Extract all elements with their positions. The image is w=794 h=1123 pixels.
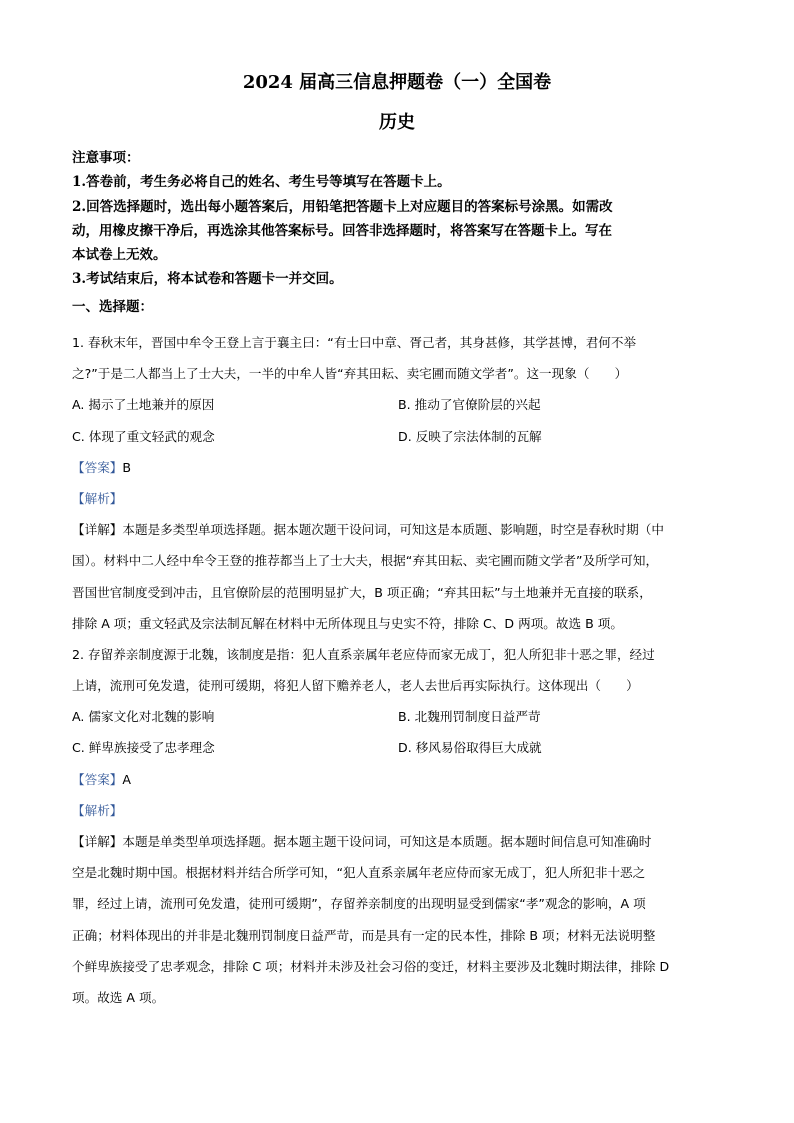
analysis-label: 【解析】	[72, 802, 123, 818]
option-c: C. 鲜卑族接受了忠孝理念	[72, 740, 215, 756]
option-b: B. 北魏刑罚制度日益严苛	[398, 709, 541, 725]
option-a: A. 揭示了土地兼并的原因	[72, 397, 215, 413]
question-stem-line: 之?”于是二人都当上了士大夫，一半的中牟人皆“弃其田耘、卖宅圃而随文学者”。这一现象（ ）	[72, 366, 628, 382]
detail-line: 排除 A 项；重文轻武及宗法制瓦解在材料中无所体现且与史实不符，排除 C、D 两项。故选 B 项。	[72, 615, 623, 631]
notices-section	[72, 146, 732, 319]
questions-body	[72, 327, 724, 1013]
detail-text: 本题是多类型单项选择题。据本题次题干设问词，可知这是本质题、影响题，时空是春秋时期（中	[122, 522, 664, 538]
options-row	[72, 389, 724, 420]
detail-line: 个鲜卑族接受了忠孝观念，排除 C 项；材料并未涉及社会习俗的变迁，材料主要涉及北魏时期法律，排除 D	[72, 958, 670, 974]
analysis-line	[72, 483, 724, 514]
question-stem-line: 1. 春秋末年，晋国中牟令王登上言于襄主曰：“有士曰中章、胥己者，其身甚修，其学甚博，君何不举	[72, 335, 637, 350]
notice-item-2-line-1: 2.回答选择题时，选出每小题答案后，用铅笔把答题卡上对应题目的答案标号涂黑。如需改	[72, 198, 613, 215]
option-c: C. 体现了重文轻武的观念	[72, 428, 215, 444]
detail-line: 晋国世官制度受到冲击，且官僚阶层的范围明显扩大，B 项正确；“弃其田耘”与土地兼并无直接的联系，	[72, 584, 652, 600]
detail-text: 本题是单类型单项选择题。据本题主题干设问词，可知这是本质题。据本题时间信息可知准确时	[122, 834, 652, 849]
answer-value: B	[122, 459, 132, 475]
detail-line: 空是北魏时期中国。根据材料并结合所学可知，“犯人直系亲属年老应侍而家无成丁，犯人所犯非十恶之	[72, 865, 646, 881]
analysis-line	[72, 795, 724, 826]
detail-label: 【详解】	[72, 522, 123, 538]
question-1	[72, 327, 724, 639]
subject-title: 历史	[379, 112, 415, 133]
option-a: A. 儒家文化对北魏的影响	[72, 709, 215, 725]
detail-line	[72, 826, 724, 857]
options-row	[72, 701, 724, 732]
detail-line: 正确；材料体现出的并非是北魏刑罚制度日益严苛，而是具有一定的民本性，排除 B 项；材料无法说明整	[72, 927, 656, 943]
notices-heading: 注意事项：	[72, 150, 140, 166]
notice-item-1: 1.答卷前，考生务必将自己的姓名、考生号等填写在答题卡上。	[72, 174, 451, 191]
answer-label: 【答案】	[72, 459, 123, 475]
detail-label: 【详解】	[72, 834, 123, 849]
question-2	[72, 639, 724, 1013]
detail-line: 国）。材料中二人经中牟令王登的推荐都当上了士大夫，根据“弃其田耘、卖宅圃而随文学者”及所学可知，	[72, 553, 659, 569]
question-stem-line: 2. 存留养亲制度源于北魏，该制度是指：犯人直系亲属年老应侍而家无成丁，犯人所犯非十恶之罪，经过	[72, 646, 655, 662]
detail-line: 项。故选 A 项。	[72, 989, 165, 1005]
option-d: D. 反映了宗法体制的瓦解	[398, 428, 542, 444]
detail-line	[72, 514, 724, 545]
notice-item-2-line-2: 动，用橡皮擦干净后，再选涂其他答案标号。回答非选择题时，将答案写在答题卡上。写在	[72, 222, 612, 239]
options-row	[72, 732, 724, 763]
option-b: B. 推动了官僚阶层的兴起	[398, 397, 541, 413]
exam-title: 2024 届高三信息押题卷（一）全国卷	[242, 72, 552, 93]
notice-item-2-line-3: 本试卷上无效。	[72, 247, 167, 264]
analysis-label: 【解析】	[72, 490, 123, 506]
options-row	[72, 421, 724, 452]
question-stem-line: 上请，流刑可免发遣，徒刑可缓期，将犯人留下赡养老人，老人去世后再实际执行。这体现出（ ）	[72, 678, 639, 694]
option-d: D. 移风易俗取得巨大成就	[398, 740, 542, 756]
answer-line	[72, 452, 724, 483]
answer-label: 【答案】	[72, 771, 123, 787]
answer-value: A	[122, 771, 131, 787]
notice-item-3: 3.考试结束后，将本试卷和答题卡一并交回。	[72, 271, 343, 288]
answer-line	[72, 764, 724, 795]
detail-line: 罪，经过上请，流刑可免发遣，徒刑可缓期”，存留养亲制度的出现明显受到儒家“孝”观念的影响，A 项	[72, 896, 646, 912]
section-heading: 一、选择题：	[72, 298, 153, 315]
